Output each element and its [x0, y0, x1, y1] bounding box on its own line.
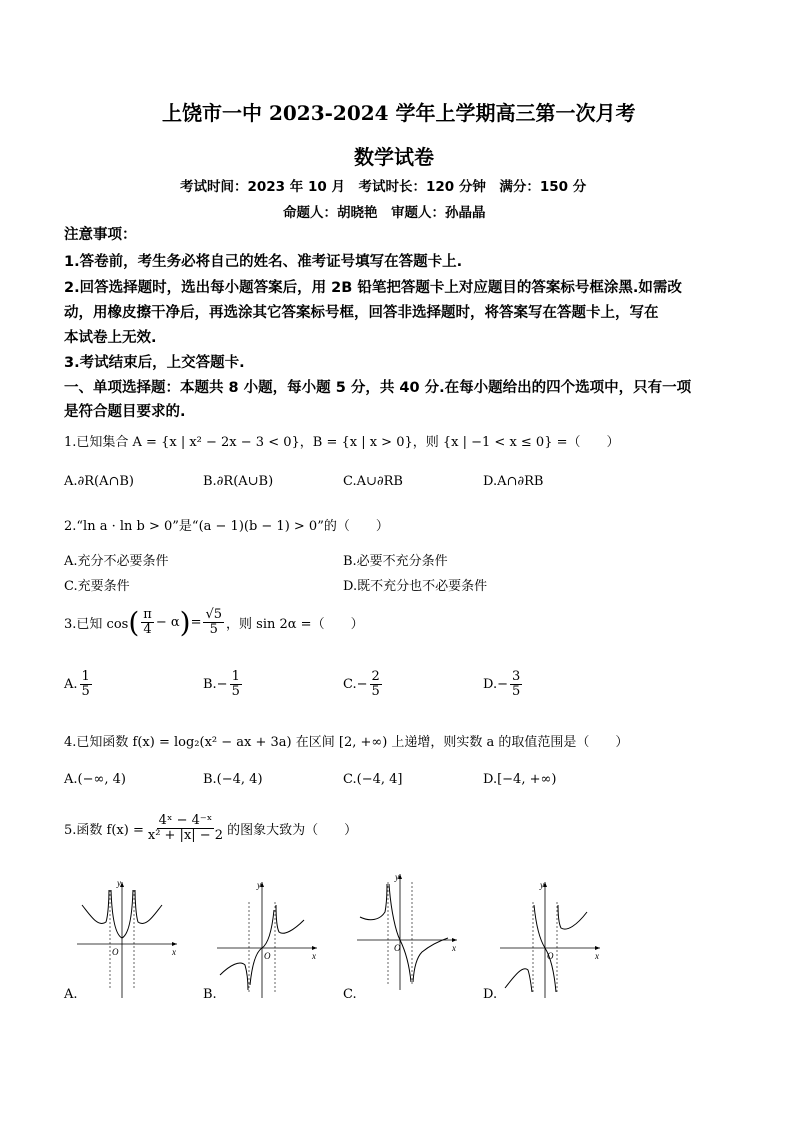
option-a-prefix: A.	[64, 676, 78, 692]
question-1-option-a: A.∂R(A∩B)	[64, 474, 135, 489]
graph-c-x-label: x	[452, 943, 456, 953]
question-3-option-d	[483, 670, 524, 698]
graph-b-y-label: y	[257, 880, 261, 890]
notes-item-1: 1.答卷前，考生务必将自己的姓名、准考证号填写在答题卡上.	[64, 254, 463, 270]
question-3-arg-fraction	[141, 608, 154, 636]
question-5-option-d: D.	[483, 987, 498, 1002]
question-5-denominator: x² + |x| − 2	[147, 827, 224, 843]
notes-item-3: 3.考试结束后，上交答题卡.	[64, 355, 245, 371]
notes-item-2-line-3: 本试卷上无效.	[64, 330, 157, 346]
notes-item-2-line-2: 动，用橡皮擦干净后，再选涂其它答案标号框，回答非选择题时，将答案写在答题卡上，写在	[64, 305, 659, 321]
question-5-fraction	[146, 814, 225, 842]
graph-b-x-label: x	[312, 951, 316, 961]
question-3-suffix: ，则 sin 2α =（ ）	[226, 617, 364, 632]
option-c-fraction	[370, 670, 382, 698]
question-3-rhs-numerator: √5	[205, 607, 223, 623]
question-3-stem: 3.已知 cos ( $\frac{\pi}{4}$ − α ) = $\frac{√5}{5}$ ，则 sin 2α =（ ）	[64, 606, 364, 639]
graph-a-origin: O	[112, 947, 119, 957]
graph-d-y-label: y	[540, 880, 544, 890]
question-3-rhs-denominator: 5	[209, 622, 218, 637]
question-5-numerator: 4ˣ − 4⁻ˣ	[158, 813, 213, 828]
option-b-fraction	[230, 670, 242, 698]
question-3-prefix: 3.已知 cos	[64, 617, 129, 632]
question-3-arg-suffix: − α	[155, 615, 180, 630]
question-5-prefix: 5.函数 f(x) =	[64, 822, 144, 838]
graph-d-origin: O	[547, 951, 554, 961]
option-a-fraction	[80, 670, 92, 698]
question-1-stem: 1.已知集合 A = {x | x² − 2x − 3 < 0}，B = {x | x > 0}，则 {x | −1 < x ≤ 0} =（ ）	[64, 435, 620, 450]
option-d-fraction	[510, 670, 522, 698]
question-3-option-b	[203, 670, 244, 698]
question-3-option-a	[64, 670, 94, 698]
question-4-option-c: C.(−4, 4]	[343, 772, 403, 787]
graph-b-origin: O	[264, 951, 271, 961]
notes-heading: 注意事项：	[64, 227, 137, 243]
option-a-numerator: 1	[81, 669, 90, 684]
question-5-option-a: A.	[64, 987, 78, 1002]
question-5-option-c: C.	[343, 987, 357, 1002]
question-4-stem: 4.已知函数 f(x) = log₂(x² − ax + 3a) 在区间 [2, +∞) 上递增，则实数 a 的取值范围是（ ）	[64, 735, 629, 750]
exam-info: 考试时间：2023 年 10 月 考试时长：120 分钟 满分：150 分	[180, 179, 587, 195]
exam-authors: 命题人：胡晓艳 审题人：孙晶晶	[283, 205, 486, 221]
question-5-suffix: 的图象大致为（ ）	[227, 822, 358, 838]
option-b-numerator: 1	[231, 669, 240, 684]
question-1-option-c: C.A∪∂RB	[343, 474, 403, 489]
option-b-denominator: 5	[231, 683, 240, 699]
question-4-option-d: D.[−4, +∞)	[483, 772, 557, 787]
question-5-stem	[64, 814, 357, 842]
paper-title: 上饶市一中 2023-2024 学年上学期高三第一次月考	[162, 101, 636, 125]
question-2-option-a: A.充分不必要条件	[64, 554, 169, 569]
option-b-prefix: B.−	[203, 676, 228, 692]
question-2-option-d: D.既不充分也不必要条件	[343, 579, 488, 594]
option-c-prefix: C.−	[343, 676, 368, 692]
question-4-option-a: A.(−∞, 4)	[64, 772, 126, 787]
question-3-arg-denominator: 4	[143, 622, 152, 637]
option-c-denominator: 5	[371, 683, 380, 699]
question-5-graph-d	[495, 880, 605, 1000]
graph-a-x-label: x	[172, 947, 176, 957]
graph-a-y-label: y	[117, 878, 121, 888]
section-1-heading-line-2: 是符合题目要求的.	[64, 404, 186, 420]
graph-d-x-label: x	[595, 951, 599, 961]
question-1-option-d: D.A∩∂RB	[483, 474, 544, 489]
question-1-option-b: B.∂R(A∪B)	[203, 474, 274, 489]
question-2-option-c: C.充要条件	[64, 579, 130, 594]
graph-c-origin: O	[394, 943, 401, 953]
option-d-prefix: D.−	[483, 676, 508, 692]
option-d-denominator: 5	[511, 683, 521, 699]
question-2-stem: 2.“ln a · ln b > 0”是“(a − 1)(b − 1) > 0”的（ ）	[64, 519, 389, 534]
question-4-option-b: B.(−4, 4)	[203, 772, 263, 787]
paper-subtitle: 数学试卷	[354, 145, 434, 169]
section-1-heading-line-1: 一、单项选择题：本题共 8 小题，每小题 5 分，共 40 分.在每小题给出的四个选项中，只有一项	[64, 380, 692, 396]
question-3-arg-numerator: π	[143, 607, 152, 623]
option-d-numerator: 3	[511, 669, 521, 684]
option-c-numerator: 2	[371, 669, 380, 684]
question-5-graph-b	[212, 880, 322, 1000]
question-5-graph-c	[352, 872, 462, 992]
question-3-option-c	[343, 670, 384, 698]
question-3-rhs-fraction	[203, 608, 224, 636]
notes-item-2-line-1: 2.回答选择题时，选出每小题答案后，用 2B 铅笔把答题卡上对应题目的答案标号框涂黑.如需改	[64, 280, 682, 296]
question-5-option-b: B.	[203, 987, 217, 1002]
graph-c-y-label: y	[395, 872, 399, 882]
question-5-graph-a	[72, 880, 182, 1000]
option-a-denominator: 5	[81, 683, 90, 699]
question-2-option-b: B.必要不充分条件	[343, 554, 448, 569]
